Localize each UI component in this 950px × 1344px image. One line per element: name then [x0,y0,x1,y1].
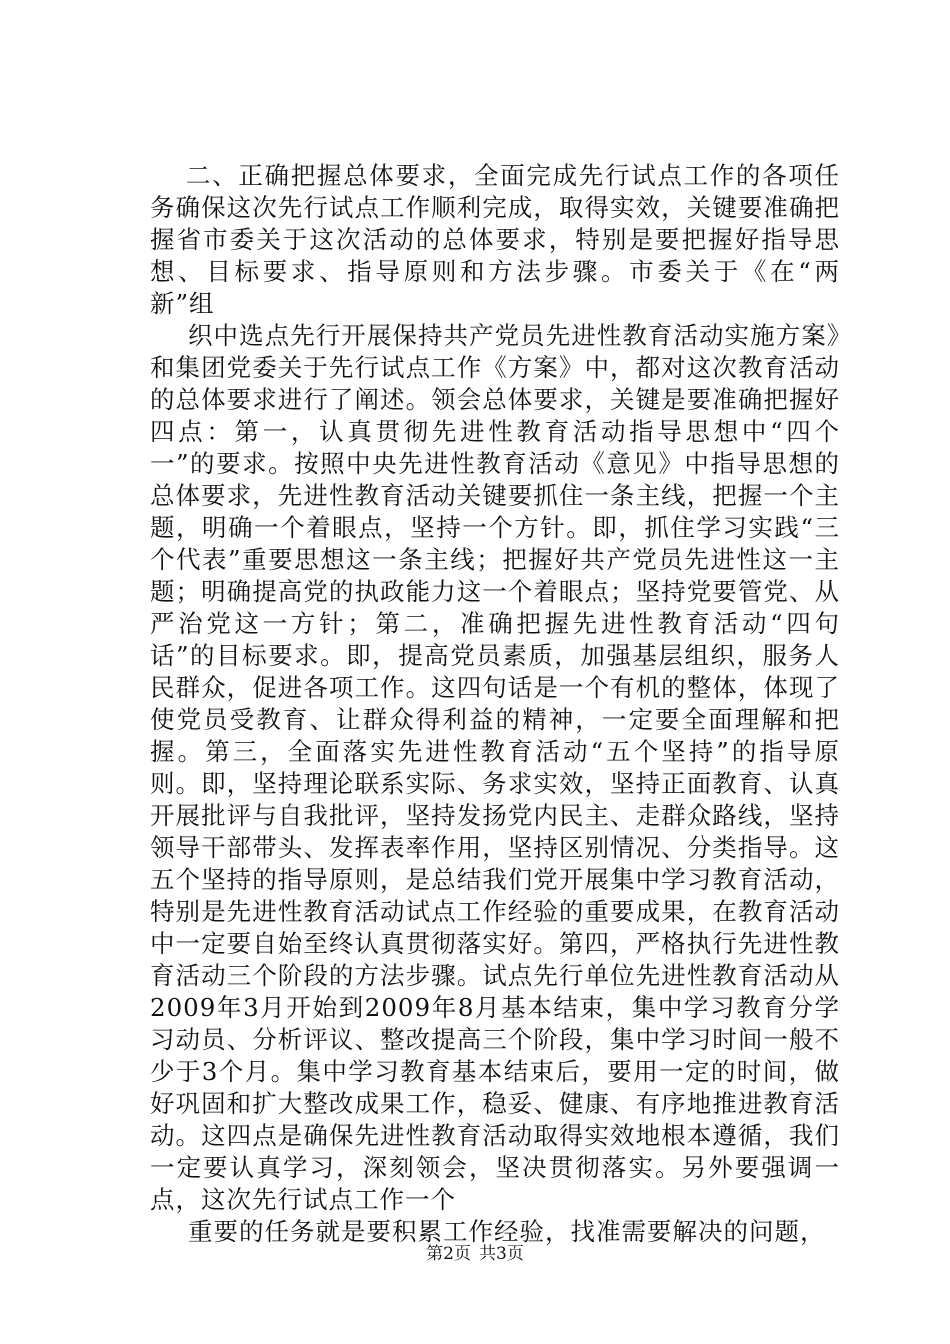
paragraph-2: 织中选点先行开展保持共产党员先进性教育活动实施方案》和集团党委关于先行试点工作《方案》中，都对这次教育活动的总体要求进行了阐述。领会总体要求，关键是要准确把握好四点：第一，认真贯彻先进性教育活动指导思想中“四个一”的要求。按照中央先进性教育活动《意见》中指导思想的总体要求，先进性教育活动关键要抓住一条主线，把握一个主题，明确一个着眼点，坚持一个方针。即，抓住学习实践“三个代表”重要思想这一条主线；把握好共产党员先进性这一主题；明确提高党的执政能力这一个着眼点；坚持党要管党、从严治党这一方针；第二，准确把握先进性教育活动“四句话”的目标要求。即，提高党员素质，加强基层组织，服务人民群众，促进各项工作。这四句话是一个有机的整体，体现了使党员受教育、让群众得利益的精神，一定要全面理解和把握。第三，全面落实先进性教育活动“五个坚持”的指导原则。即，坚持理论联系实际、务求实效，坚持正面教育、认真开展批评与自我批评，坚持发扬党内民主、走群众路线，坚持领导干部带头、发挥表率作用，坚持区别情况、分类指导。这五个坚持的指导原则，是总结我们党开展集中学习教育活动，特别是先进性教育活动试点工作经验的重要成果，在教育活动中一定要自始至终认真贯彻落实好。第四，严格执行先进性教育活动三个阶段的方法步骤。试点先行单位先进性教育活动从2009年3月开始到2009年8月基本结束，集中学习教育分学习动员、分析评议、整改提高三个阶段，集中学习时间一般不少于3个月。集中学习教育基本结束后，要用一定的时间，做好巩固和扩大整改成果工作，稳妥、健康、有序地推进教育活动。这四点是确保先进性教育活动取得实效地根本遵循，我们一定要认真学习，深刻领会，坚决贯彻落实。另外要强调一点，这次先行试点工作一个 [150,321,840,1214]
total-pages: 共3页 [479,1244,524,1264]
document-body [150,160,840,1248]
page-number: 第2页 [426,1244,471,1264]
paragraph-3: 重要的任务就是要积累工作经验，找准需要解决的问题， [188,1217,826,1246]
page-footer [0,1243,950,1265]
paragraph-1: 二、正确把握总体要求，全面完成先行试点工作的各项任务确保这次先行试点工作顺利完成，取得实效，关键要准确把握省市委关于这次活动的总体要求，特别是要把握好指导思想、目标要求、指导原则和方法步骤。市委关于《在“两新”组 [150,161,840,318]
